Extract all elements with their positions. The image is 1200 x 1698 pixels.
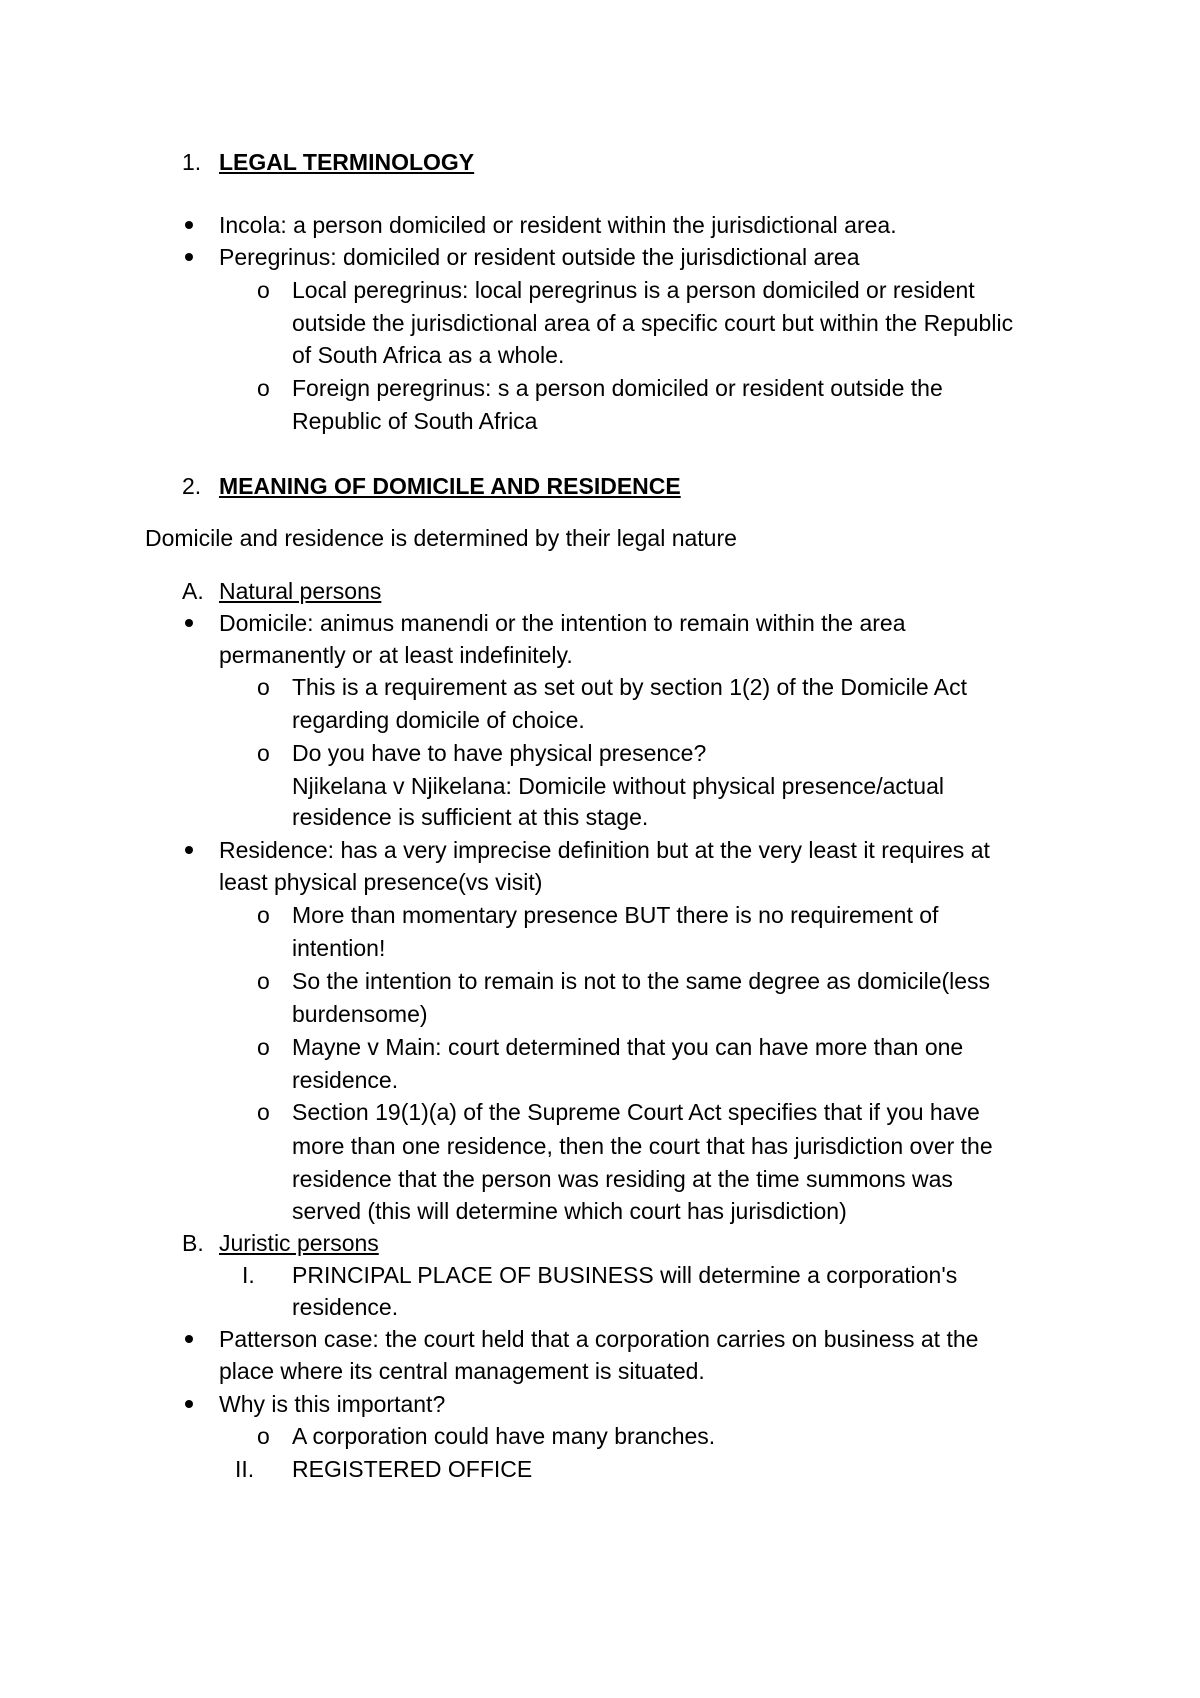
list-item: Residence: has a very imprecise definition but at the very least it requires at bbox=[219, 837, 990, 863]
list-item-continuation: Njikelana v Njikelana: Domicile without physical presence/actual bbox=[292, 773, 944, 799]
sub-bullet-marker: o bbox=[257, 968, 270, 994]
list-item: This is a requirement as set out by section 1(2) of the Domicile Act bbox=[292, 674, 967, 700]
sub-bullet-marker: o bbox=[257, 375, 270, 401]
list-item-continuation: residence that the person was residing at the time summons was bbox=[292, 1166, 953, 1192]
list-item-continuation: regarding domicile of choice. bbox=[292, 707, 585, 733]
list-item-continuation: place where its central management is situated. bbox=[219, 1358, 705, 1384]
bullet-icon bbox=[185, 619, 193, 627]
paragraph: Domicile and residence is determined by their legal nature bbox=[145, 525, 737, 551]
list-item-continuation: Republic of South Africa bbox=[292, 408, 538, 434]
sub-bullet-marker: o bbox=[257, 1099, 270, 1125]
bullet-icon bbox=[185, 1335, 193, 1343]
list-item: Do you have to have physical presence? bbox=[292, 740, 707, 766]
section-number: 1. bbox=[182, 149, 202, 175]
subheading: Juristic persons bbox=[219, 1230, 379, 1256]
sub-bullet-marker: o bbox=[257, 277, 270, 303]
list-item-continuation: residence. bbox=[292, 1294, 399, 1320]
bullet-icon bbox=[185, 221, 193, 229]
list-item-continuation: residence is sufficient at this stage. bbox=[292, 804, 649, 830]
sub-bullet-marker: o bbox=[257, 740, 270, 766]
list-item: Foreign peregrinus: s a person domiciled or resident outside the bbox=[292, 375, 943, 401]
list-item-continuation: served (this will determine which court has jurisdiction) bbox=[292, 1198, 847, 1224]
roman-marker: II. bbox=[235, 1456, 255, 1482]
list-item: PRINCIPAL PLACE OF BUSINESS will determine a corporation's bbox=[292, 1262, 958, 1288]
list-item: Why is this important? bbox=[219, 1391, 446, 1417]
list-item: So the intention to remain is not to the same degree as domicile(less bbox=[292, 968, 991, 994]
list-item-continuation: of South Africa as a whole. bbox=[292, 342, 565, 368]
list-item: Mayne v Main: court determined that you can have more than one bbox=[292, 1034, 964, 1060]
section-heading: MEANING OF DOMICILE AND RESIDENCE bbox=[219, 473, 681, 499]
sub-bullet-marker: o bbox=[257, 902, 270, 928]
sub-bullet-marker: o bbox=[257, 1423, 270, 1449]
list-item: A corporation could have many branches. bbox=[292, 1423, 716, 1449]
list-item-continuation: intention! bbox=[292, 935, 386, 961]
list-item-continuation: permanently or at least indefinitely. bbox=[219, 642, 573, 668]
list-item-continuation: burdensome) bbox=[292, 1001, 428, 1027]
list-item-continuation: residence. bbox=[292, 1067, 399, 1093]
list-item: Local peregrinus: local peregrinus is a person domiciled or resident bbox=[292, 277, 975, 303]
roman-marker: I. bbox=[242, 1262, 255, 1288]
bullet-icon bbox=[185, 846, 193, 854]
list-marker: B. bbox=[182, 1230, 204, 1256]
list-item: Peregrinus: domiciled or resident outside the jurisdictional area bbox=[219, 244, 860, 270]
list-marker: A. bbox=[182, 578, 204, 604]
list-item-continuation: least physical presence(vs visit) bbox=[219, 869, 543, 895]
bullet-icon bbox=[185, 1400, 193, 1408]
list-item: Domicile: animus manendi or the intention to remain within the area bbox=[219, 610, 906, 636]
list-item-continuation: outside the jurisdictional area of a specific court but within the Republic bbox=[292, 310, 1014, 336]
list-item: REGISTERED OFFICE bbox=[292, 1456, 533, 1482]
list-item: Section 19(1)(a) of the Supreme Court Act specifies that if you have bbox=[292, 1099, 980, 1125]
section-heading: LEGAL TERMINOLOGY bbox=[219, 149, 475, 175]
list-item: More than momentary presence BUT there is no requirement of bbox=[292, 902, 939, 928]
subheading: Natural persons bbox=[219, 578, 382, 604]
section-number: 2. bbox=[182, 473, 202, 499]
list-item: Patterson case: the court held that a corporation carries on business at the bbox=[219, 1326, 979, 1352]
list-item-continuation: more than one residence, then the court that has jurisdiction over the bbox=[292, 1133, 993, 1159]
sub-bullet-marker: o bbox=[257, 1034, 270, 1060]
list-item: Incola: a person domiciled or resident within the jurisdictional area. bbox=[219, 212, 897, 238]
sub-bullet-marker: o bbox=[257, 674, 270, 700]
bullet-icon bbox=[185, 253, 193, 261]
